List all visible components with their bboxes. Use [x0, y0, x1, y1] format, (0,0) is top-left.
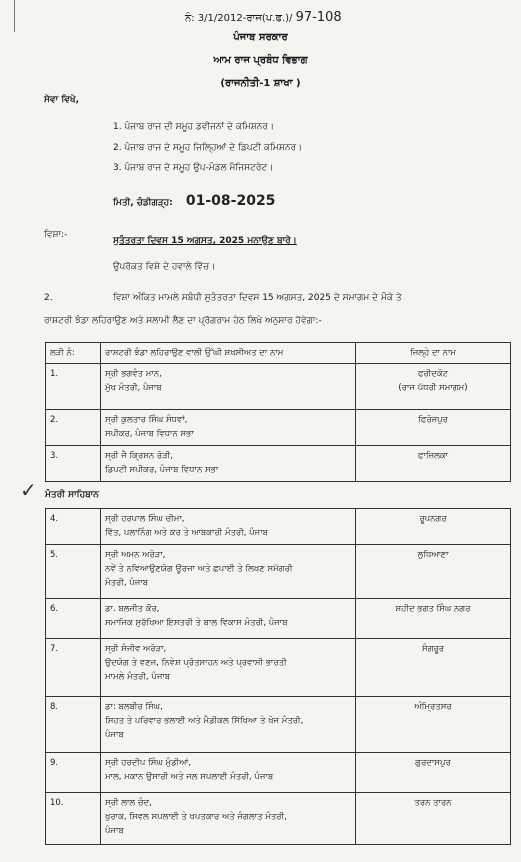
district-cell: ਸ਼ਹੀਦ ਭਗਤ ਸਿੰਘ ਨਗਰ	[356, 599, 511, 639]
para2-number: 2.	[44, 293, 53, 303]
serial-cell: 1.	[46, 364, 101, 410]
district-cell: ਸੰਗਰੂਰ	[356, 639, 511, 697]
person-role: ਡਿਪਟੀ ਸਪੀਕਰ, ਪੰਜਾਬ ਵਿਧਾਨ ਸਭਾ	[105, 465, 219, 475]
table-row	[46, 446, 511, 482]
serial-cell: 6.	[46, 599, 101, 639]
serial-cell: 9.	[46, 753, 101, 793]
table-row	[46, 545, 511, 599]
table-header-row	[46, 343, 511, 364]
para2-line1: ਵਿਸ਼ਾ ਅੰਕਿਤ ਮਾਮਲੇ ਸਬੰਧੀ ਸੁਤੰਤਰਤਾ ਦਿਵਸ 15 ਅਗਸਤ, 2025 ਦੇ ਸਮਾਗਮ ਦੇ ਮੌਕੇ ਤੇ	[113, 293, 402, 303]
subject-text: ਸੁਤੰਤਰਤਾ ਦਿਵਸ 15 ਅਗਸਤ, 2025 ਮਨਾਉਣ ਬਾਰੇ।	[113, 236, 297, 246]
serial-cell: 10.	[46, 793, 101, 845]
person-name: ਡਾ. ਬਲਜੀਤ ਕੌਰ,	[105, 604, 160, 614]
table-row	[46, 639, 511, 697]
person-cell	[101, 410, 356, 446]
memo-number	[185, 10, 342, 25]
district-cell: ਤਰਨ ਤਾਰਨ	[356, 793, 511, 845]
district-name: ਫਾਜ਼ਿਲਕਾ	[417, 451, 449, 461]
addressee-item-1: 1. ਪੰਜਾਬ ਰਾਜ ਦੀ ਸਮੂਹ ਡਵੀਜਨਾਂ ਦੇ ਕਮਿਸ਼ਨਰ।	[113, 122, 275, 132]
person-cell	[101, 446, 356, 482]
para2-line2: ਰਾਸ਼ਟਰੀ ਝੰਡਾ ਲਹਿਰਾਉਣ ਅਤੇ ਸਲਾਮੀ ਲੈਣ ਦਾ ਪ੍ਰੋਗਰਾਮ ਹੇਠ ਲਿਖੇ ਅਨੁਸਾਰ ਹੋਵੇਗਾ:-	[44, 316, 322, 326]
table-row	[46, 697, 511, 753]
person-cell	[101, 364, 356, 410]
page-edge-mark	[14, 0, 15, 32]
district-cell	[356, 446, 511, 482]
person-name: ਸ੍ਰੀ ਕੁਲਤਾਰ ਸਿੰਘ ਸੰਧਵਾਂ,	[105, 415, 188, 425]
serial-cell: 5.	[46, 545, 101, 599]
addressee-label: ਸੇਵਾ ਵਿਖੇ,	[44, 95, 79, 105]
person-role: ਖੁਰਾਕ, ਸਿਵਲ ਸਪਲਾਈ ਤੇ ਖਪਤਕਾਰ ਅਤੇ ਜੰਗਲਾਤ ਮੰਤਰੀ,	[105, 812, 287, 822]
person-cell	[101, 793, 356, 845]
flag-hoisting-table	[45, 342, 511, 482]
table-row	[46, 753, 511, 793]
district-cell: ਰੂਪਨਗਰ	[356, 509, 511, 545]
table-row	[46, 793, 511, 845]
person-role-cont: ਪੰਜਾਬ	[105, 730, 124, 740]
table-row	[46, 599, 511, 639]
serial-cell: 3.	[46, 446, 101, 482]
person-name: ਸ੍ਰੀ ਲਾਲ ਚੰਦ,	[105, 798, 152, 808]
person-role-cont: ਪੰਜਾਬ	[105, 826, 124, 836]
government-name: ਪੰਜਾਬ ਸਰਕਾਰ	[233, 32, 288, 43]
district-cell: ਲੁਧਿਆਣਾ	[356, 545, 511, 599]
person-role: ਉਦਯੋਗ ਤੇ ਵਣਜ, ਨਿਵੇਸ਼ ਪ੍ਰੋਤਸਾਹਨ ਅਤੇ ਪ੍ਰਵਾਸੀ ਭਾਰਤੀ	[105, 658, 287, 668]
serial-cell: 2.	[46, 410, 101, 446]
person-cell	[101, 639, 356, 697]
person-cell	[101, 697, 356, 753]
person-role: ਸਮਾਜਿਕ ਸੁਰੱਖਿਆ ਇਸਤਰੀ ਤੇ ਬਾਲ ਵਿਕਾਸ ਮੰਤਰੀ, ਪੰਜਾਬ	[105, 618, 288, 628]
ministers-label: ਮੰਤਰੀ ਸਾਹਿਬਾਨ	[45, 490, 99, 500]
person-name: ਸ੍ਰੀ ਅਮਨ ਅਰੋੜਾ,	[105, 550, 166, 560]
date-line	[113, 193, 275, 209]
person-cell	[101, 753, 356, 793]
district-note: (ਰਾਜ ਪੱਧਰੀ ਸਮਾਗਮ)	[398, 383, 468, 393]
person-name: ਸ੍ਰੀ ਭਗਵੰਤ ਮਾਨ,	[105, 369, 162, 379]
person-role: ਵਿੱਤ, ਪਲਾਨਿੰਗ ਅਤੇ ਕਰ ਤੇ ਆਬਕਾਰੀ ਮੰਤਰੀ, ਪੰਜਾਬ	[105, 528, 268, 538]
serial-cell: 8.	[46, 697, 101, 753]
ministers-table	[45, 508, 511, 845]
table-row	[46, 364, 511, 410]
col-header-name: ਰਾਸ਼ਟਰੀ ਝੰਡਾ ਲਹਿਰਾਉਣ ਵਾਲੀ ਉੱਘੀ ਸ਼ਖਸੀਅਤ ਦਾ ਨਾਮ	[101, 343, 356, 364]
addressee-item-2: 2. ਪੰਜਾਬ ਰਾਜ ਦੇ ਸਮੂਹ ਜਿਲ੍ਹਿਆਂ ਦੇ ਡਿਪਟੀ ਕਮਿਸ਼ਨਰ।	[113, 143, 303, 153]
person-name: ਸ੍ਰੀ ਹਰਦੀਪ ਸਿੰਘ ਮੁੰਡੀਆਂ,	[105, 758, 192, 768]
district-cell: ਅੰਮ੍ਰਿਤਸਰ	[356, 697, 511, 753]
memo-number-handwritten: 97-108	[295, 10, 342, 25]
branch-name: (ਰਾਜਨੀਤੀ-1 ਸ਼ਾਖਾ )	[220, 78, 301, 89]
person-name: ਸ੍ਰੀ ਹਰਪਾਲ ਸਿੰਘ ਚੀਮਾ,	[105, 514, 185, 524]
district-cell	[356, 364, 511, 410]
district-cell	[356, 410, 511, 446]
person-role: ਮੁੱਖ ਮੰਤਰੀ, ਪੰਜਾਬ	[105, 383, 162, 393]
person-role: ਸਿਹਤ ਤੇ ਪਰਿਵਾਰ ਭਲਾਈ ਅਤੇ ਮੈਡੀਕਲ ਸਿੱਖਿਆ ਤੇ ਖੋਜ ਮੰਤਰੀ,	[105, 716, 304, 726]
person-role: ਸਪੀਕਰ, ਪੰਜਾਬ ਵਿਧਾਨ ਸਭਾ	[105, 429, 194, 439]
handwritten-tick-mark: ✓	[20, 478, 37, 502]
department-name: ਆਮ ਰਾਜ ਪ੍ਰਬੰਧ ਵਿਭਾਗ	[213, 55, 308, 66]
person-role: ਮਾਲ, ਮਕਾਨ ਉਸਾਰੀ ਅਤੇ ਜਲ ਸਪਲਾਈ ਮੰਤਰੀ, ਪੰਜਾਬ	[105, 772, 274, 782]
table-row	[46, 410, 511, 446]
district-cell: ਗੁਰਦਾਸਪੁਰ	[356, 753, 511, 793]
addressee-item-3: 3. ਪੰਜਾਬ ਰਾਜ ਦੇ ਸਮੂਹ ਉਪ-ਮੰਡਲ ਮੈਜਿਸਟਰੇਟ।	[113, 163, 274, 173]
col-header-serial: ਲੜੀ ਨੰ:	[46, 343, 101, 364]
person-name: ਸ੍ਰੀ ਸੰਜੀਵ ਅਰੋੜਾ,	[105, 644, 167, 654]
col-header-district: ਜਿਲ੍ਹੇ ਦਾ ਨਾਮ	[356, 343, 511, 364]
serial-cell: 7.	[46, 639, 101, 697]
serial-cell: 4.	[46, 509, 101, 545]
table-row	[46, 509, 511, 545]
person-role-cont: ਮਾਮਲੇ ਮੰਤਰੀ, ਪੰਜਾਬ	[105, 672, 171, 682]
person-name: ਡਾ: ਬਲਬੀਰ ਸਿੰਘ,	[105, 702, 163, 712]
subject-label: ਵਿਸ਼ਾ:-	[44, 230, 68, 240]
person-cell	[101, 599, 356, 639]
district-name: ਫਰੀਦਕੋਟ	[417, 369, 449, 379]
intro-text: ਉਪਰੋਕਤ ਵਿਸ਼ੇ ਦੇ ਹਵਾਲੇ ਵਿੱਚ।	[113, 262, 216, 272]
date-handwritten: 01-08-2025	[185, 193, 276, 209]
date-label: ਮਿਤੀ, ਚੰਡੀਗੜ੍ਹ:	[113, 198, 173, 208]
district-name: ਫਿਰੋਜ਼ਪੁਰ	[418, 415, 448, 425]
person-role: ਨਵੇਂ ਤੇ ਨਵਿਆਉਣਯੋਗ ਊਰਜਾ ਅਤੇ ਛਪਾਈ ਤੇ ਲਿਖਣ ਸਮੱਗਰੀ	[105, 564, 293, 574]
memo-number-prefix: ਨੰ: 3/1/2012-ਰਾਜ(ਪ.ਫ.)/	[185, 13, 293, 24]
person-cell	[101, 545, 356, 599]
person-role-cont: ਮੰਤਰੀ, ਪੰਜਾਬ	[105, 578, 149, 588]
person-name: ਸ੍ਰੀ ਜੈ ਕ੍ਰਿਸ਼ਨ ਰੋੜੀ,	[105, 451, 174, 461]
person-cell	[101, 509, 356, 545]
